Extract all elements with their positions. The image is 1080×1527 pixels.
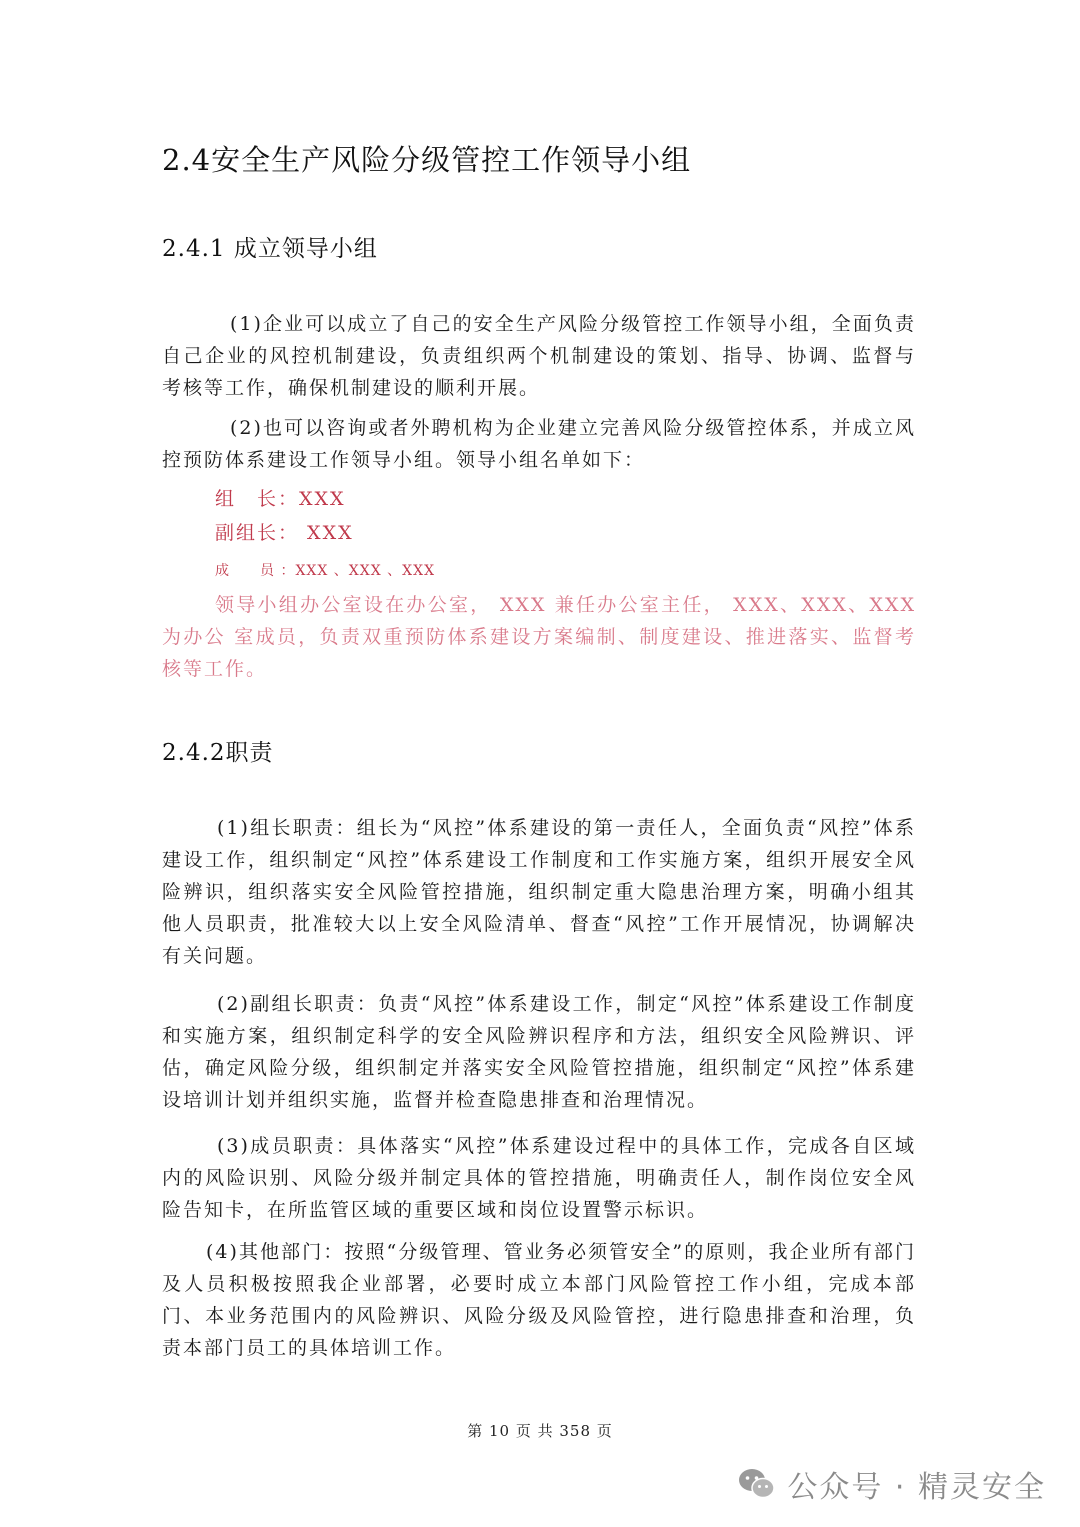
- watermark: [737, 1462, 1046, 1506]
- section-heading-2-4-2: 2.4.2职责: [162, 740, 274, 766]
- paragraph-1-2: (2)也可以咨询或者外聘机构为企业建立完善风险分级管控体系，并成立风控预防体系建设工作领导小组。领导小组名单如下：: [162, 417, 916, 471]
- paragraph-2-2: (2)副组长职责：负责“风控”体系建设工作，制定“风控”体系建设工作制度和实施方案，组织制定科学的安全风险辨识程序和方法，组织安全风险辨识、评估，确定风险分级，组织制定并落实安全风险管控措施，组织制定“风控”体系建设培训计划并组织实施，监督并检查隐患排查和治理情况。: [162, 993, 916, 1111]
- paragraph-2-1: (1)组长职责：组长为“风控”体系建设的第一责任人，全面负责“风控”体系建设工作，组织制定“风控”体系建设工作制度和工作实施方案，组织开展安全风险辨识，组织落实安全风险管控措施，组织制定重大隐患治理方案，明确小组其他人员职责，批准较大以上安全风险清单、督查“风控”工作开展情况，协调解决有关问题。: [162, 817, 916, 967]
- paragraph-2-3: (3)成员职责：具体落实“风控”体系建设过程中的具体工作，完成各自区域内的风险识别、风险分级并制定具体的管控措施，明确责任人，制作岗位安全风险告知卡，在所监管区域的重要区域和岗位设置警示标识。: [162, 1135, 916, 1221]
- section-heading-2-4: 2.4安全生产风险分级管控工作领导小组: [162, 143, 692, 177]
- office-paragraph: 领导小组办公室设在办公室， XXX 兼任办公室主任， XXX、XXX、XXX 为办公 室成员，负责双重预防体系建设方案编制、制度建设、推进落实、监督考核等工作。: [162, 594, 916, 680]
- watermark-text: 公众号 · 精灵安全: [787, 1470, 1046, 1505]
- members-line: 成 员 ：XXX 、XXX 、XXX: [215, 563, 436, 579]
- leader-line: 组 长：XXX: [215, 488, 346, 510]
- page-number-footer: 第 10 页 共 358 页: [467, 1422, 613, 1440]
- paragraph-2-4: (4)其他部门：按照“分级管理、管业务必须管安全”的原则，我企业所有部门及人员积极按照我企业部署，必要时成立本部门风险管控工作小组，完成本部门、本业务范围内的风险辨识、风险分级及风险管控，进行隐患排查和治理，负责本部门员工的具体培训工作。: [162, 1241, 916, 1359]
- section-heading-2-4-1: 2.4.1 成立领导小组: [162, 236, 378, 262]
- paragraph-1-1: (1)企业可以成立了自己的安全生产风险分级管控工作领导小组，全面负责自己企业的风控机制建设，负责组织两个机制建设的策划、指导、协调、监督与考核等工作，确保机制建设的顺利开展。: [162, 313, 916, 399]
- vice-leader-line: 副组长： XXX: [215, 522, 354, 544]
- wechat-icon: [737, 1467, 777, 1501]
